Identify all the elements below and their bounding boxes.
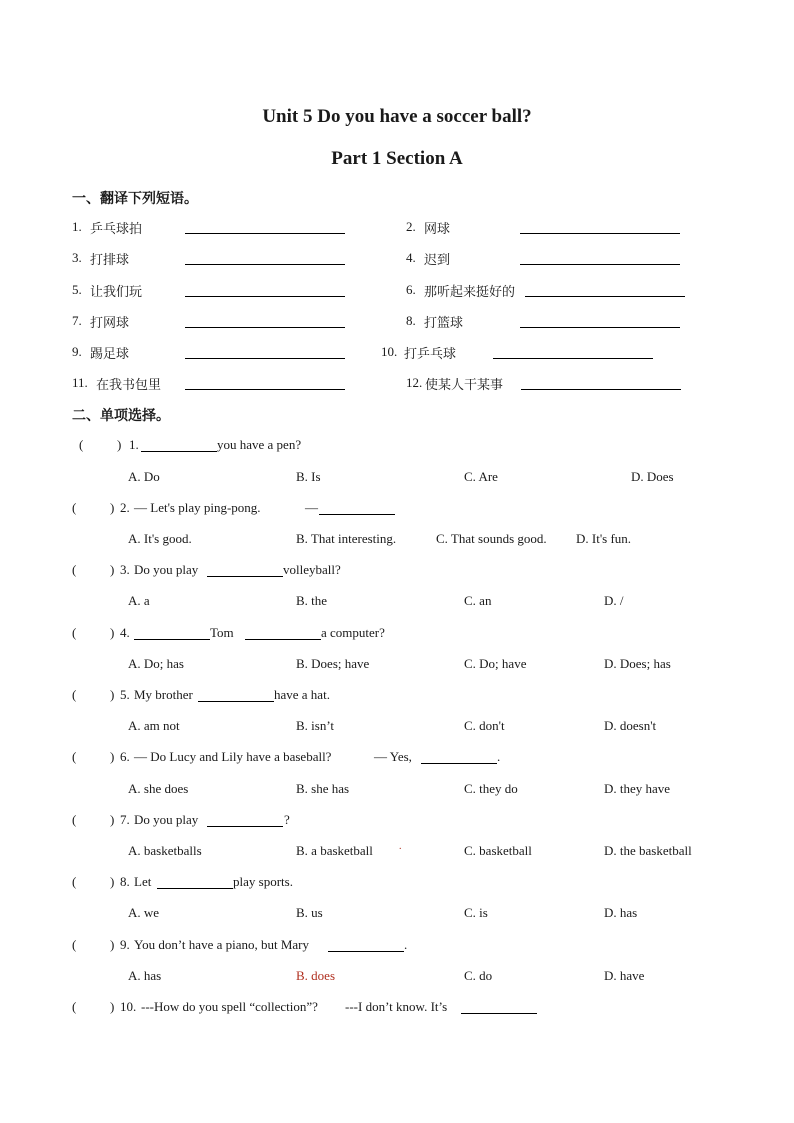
- option[interactable]: D. have: [604, 968, 645, 983]
- answer-blank[interactable]: [134, 639, 210, 640]
- answer-blank[interactable]: [207, 826, 283, 827]
- answer-blank[interactable]: [157, 888, 233, 889]
- section-heading-choice: 二、单项选择。: [72, 408, 170, 424]
- option[interactable]: B. a basketball: [296, 843, 373, 858]
- section-heading-translate: 一、翻译下列短语。: [72, 191, 198, 207]
- page-subtitle: Part 1 Section A: [331, 148, 463, 169]
- answer-blank[interactable]: [525, 296, 685, 297]
- option[interactable]: C. Are: [464, 469, 498, 484]
- option[interactable]: C. That sounds good.: [436, 531, 547, 546]
- option[interactable]: B. she has: [296, 781, 350, 796]
- answer-blank[interactable]: [328, 951, 404, 952]
- option[interactable]: D. /: [604, 593, 624, 608]
- option[interactable]: A. It's good.: [128, 531, 192, 546]
- option[interactable]: D. they have: [604, 781, 671, 796]
- option[interactable]: A. we: [128, 905, 160, 920]
- answer-blank[interactable]: [185, 264, 345, 265]
- answer-blank[interactable]: [245, 639, 321, 640]
- answer-blank[interactable]: [493, 358, 653, 359]
- answer-blank[interactable]: [185, 233, 345, 234]
- answer-blank[interactable]: [207, 576, 283, 577]
- option[interactable]: D. It's fun.: [576, 531, 632, 546]
- option[interactable]: D. the basketball: [604, 843, 692, 858]
- answer-blank[interactable]: [141, 451, 217, 452]
- answer-blank[interactable]: [520, 233, 680, 234]
- answer-blank[interactable]: [461, 1013, 537, 1014]
- option[interactable]: C. is: [464, 905, 488, 920]
- option[interactable]: D. Does; has: [604, 656, 671, 671]
- option[interactable]: A. basketballs: [128, 843, 202, 858]
- option-highlighted[interactable]: B. does: [296, 968, 335, 983]
- option[interactable]: C. basketball: [464, 843, 532, 858]
- option[interactable]: B. isn’t: [296, 718, 335, 733]
- option[interactable]: D. Does: [631, 469, 674, 484]
- option[interactable]: B. the: [296, 593, 328, 608]
- answer-blank[interactable]: [185, 327, 345, 328]
- option[interactable]: A. Do; has: [128, 656, 184, 671]
- option[interactable]: C. don't: [464, 718, 505, 733]
- answer-blank[interactable]: [185, 296, 345, 297]
- option[interactable]: A. has: [128, 968, 162, 983]
- answer-blank[interactable]: [520, 264, 680, 265]
- option[interactable]: D. has: [604, 905, 638, 920]
- answer-blank[interactable]: [421, 763, 497, 764]
- answer-blank[interactable]: [198, 701, 274, 702]
- option[interactable]: A. a: [128, 593, 150, 608]
- option[interactable]: B. Does; have: [296, 656, 370, 671]
- answer-blank[interactable]: [185, 389, 345, 390]
- answer-blank[interactable]: [521, 389, 681, 390]
- option[interactable]: B. That interesting.: [296, 531, 397, 546]
- stray-dot: .: [399, 841, 402, 852]
- option[interactable]: C. an: [464, 593, 492, 608]
- page-title: Unit 5 Do you have a soccer ball?: [262, 106, 532, 127]
- option[interactable]: B. Is: [296, 469, 321, 484]
- answer-blank[interactable]: [520, 327, 680, 328]
- option[interactable]: C. they do: [464, 781, 518, 796]
- answer-blank[interactable]: [185, 358, 345, 359]
- option[interactable]: B. us: [296, 905, 323, 920]
- option[interactable]: A. Do: [128, 469, 160, 484]
- answer-blank[interactable]: [319, 514, 395, 515]
- option[interactable]: A. she does: [128, 781, 189, 796]
- option[interactable]: A. am not: [128, 718, 180, 733]
- option[interactable]: D. doesn't: [604, 718, 657, 733]
- option[interactable]: C. Do; have: [464, 656, 527, 671]
- option[interactable]: C. do: [464, 968, 493, 983]
